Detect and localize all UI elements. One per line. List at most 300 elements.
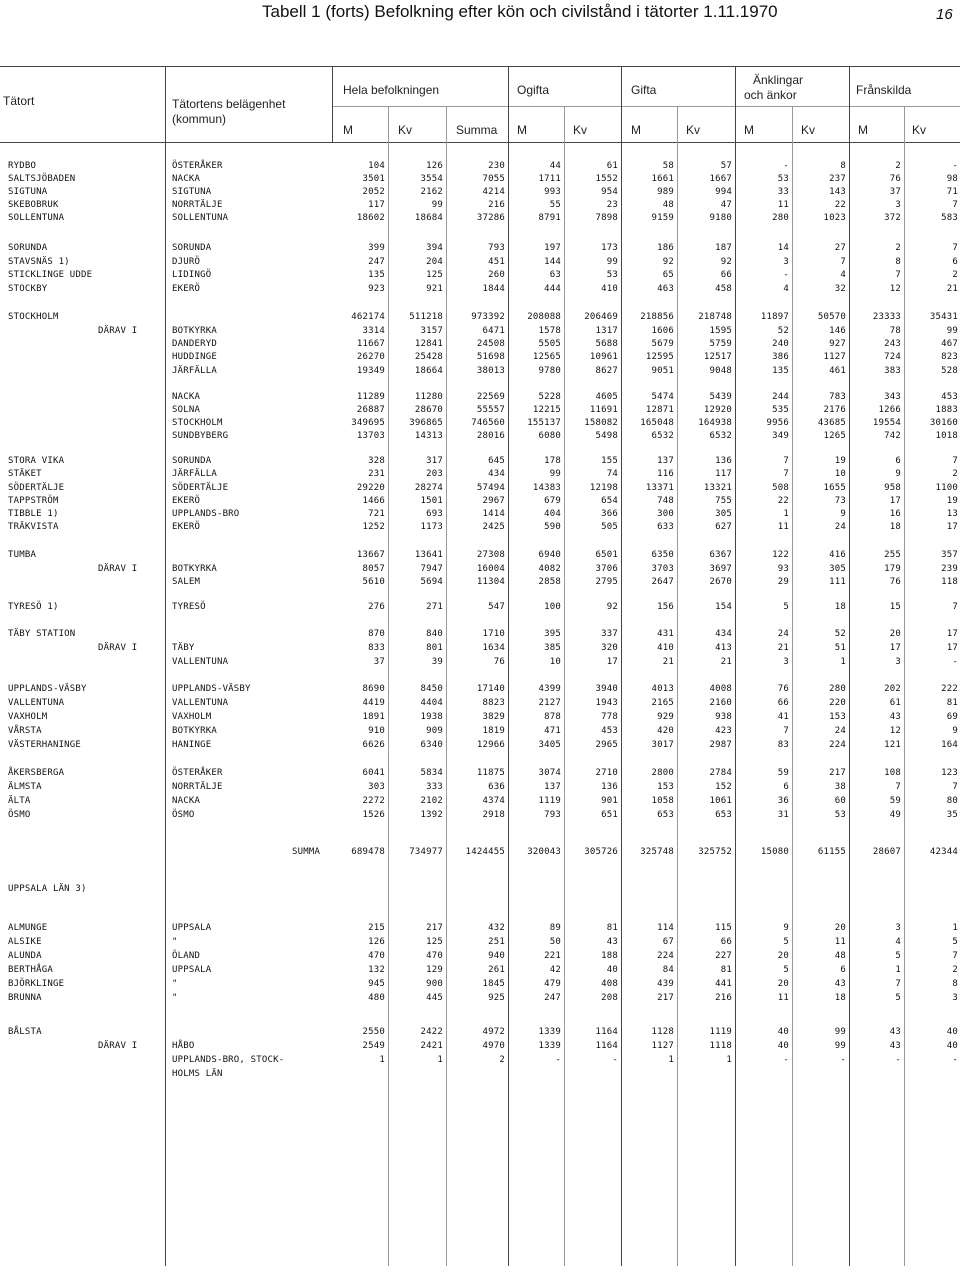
value-cell: 7	[952, 782, 958, 792]
value-cell: 1845	[482, 979, 505, 989]
table-row	[0, 964, 960, 977]
value-cell: 6350	[651, 550, 674, 560]
value-cell: 653	[657, 810, 674, 820]
town-name: ÖSMO	[8, 810, 31, 820]
value-cell: 399	[368, 243, 385, 253]
col-ogifta-header: Ogifta	[517, 83, 550, 97]
table-row	[0, 311, 960, 324]
value-cell: 129	[426, 965, 443, 975]
value-cell: 945	[368, 979, 385, 989]
value-cell: 49	[889, 810, 901, 820]
value-cell: 5	[895, 993, 901, 1003]
value-cell: 870	[368, 629, 385, 639]
value-cell: 117	[368, 200, 385, 210]
value-cell: 5834	[420, 768, 443, 778]
value-cell: 9780	[538, 366, 561, 376]
value-cell: 18	[889, 522, 901, 532]
municipality-name: HÅBO	[172, 1041, 195, 1051]
value-cell: 1943	[595, 698, 618, 708]
value-cell: 80	[946, 796, 958, 806]
municipality-name: "	[172, 993, 178, 1003]
municipality-name: SOLNA	[172, 405, 201, 415]
value-cell: 793	[544, 810, 561, 820]
value-cell: 3017	[651, 740, 674, 750]
value-cell: 1883	[935, 405, 958, 415]
value-cell: 17	[889, 643, 901, 653]
town-name: ALMUNGE	[8, 923, 48, 933]
municipality-name: VAXHOLM	[172, 712, 212, 722]
value-cell: 7	[895, 782, 901, 792]
municipality-name: LIDINGÖ	[172, 270, 212, 280]
value-cell: 60	[834, 796, 846, 806]
value-cell: 3	[895, 200, 901, 210]
value-cell: 89	[549, 923, 561, 933]
value-cell: 1339	[538, 1027, 561, 1037]
value-cell: 12920	[703, 405, 732, 415]
value-cell: 43	[889, 1041, 901, 1051]
municipality-name: "	[172, 937, 178, 947]
value-cell: 6041	[362, 768, 385, 778]
value-cell: 470	[368, 951, 385, 961]
town-name: STÄKET	[8, 469, 42, 479]
town-name: STOCKBY	[8, 284, 48, 294]
value-cell: 929	[657, 712, 674, 722]
value-cell: 923	[368, 284, 385, 294]
value-cell: 431	[657, 629, 674, 639]
municipality-name: EKERÖ	[172, 284, 201, 294]
value-cell: 458	[715, 284, 732, 294]
table-row	[0, 325, 960, 338]
value-cell: 444	[544, 284, 561, 294]
value-cell: 47	[720, 200, 732, 210]
value-cell: -	[840, 1055, 846, 1065]
value-cell: 2160	[709, 698, 732, 708]
town-name: SKEBOBRUK	[8, 200, 59, 210]
value-cell: 394	[426, 243, 443, 253]
value-cell: 989	[657, 187, 674, 197]
municipality-name: SORUNDA	[172, 456, 212, 466]
value-cell: 5505	[538, 339, 561, 349]
value-cell: -	[555, 1055, 561, 1065]
value-cell: 240	[772, 339, 789, 349]
town-name: RYDBO	[8, 161, 37, 171]
municipality-name: SÖDERTÄLJE	[172, 483, 229, 493]
value-cell: 244	[772, 392, 789, 402]
value-cell: 4008	[709, 684, 732, 694]
table-row	[0, 351, 960, 364]
value-cell: 28274	[414, 483, 443, 493]
value-cell: 20	[777, 979, 789, 989]
value-cell: 921	[426, 284, 443, 294]
value-cell: 135	[772, 366, 789, 376]
table-row	[0, 656, 960, 669]
value-cell: 547	[488, 602, 505, 612]
value-cell: 840	[426, 629, 443, 639]
value-cell: 1317	[595, 326, 618, 336]
value-cell: 158082	[584, 418, 618, 428]
table-row	[0, 950, 960, 963]
value-cell: 386	[772, 352, 789, 362]
value-cell: 28670	[414, 405, 443, 415]
value-cell: 247	[368, 257, 385, 267]
value-cell: 1118	[709, 1041, 732, 1051]
value-cell: 11	[777, 993, 789, 1003]
value-cell: 4605	[595, 392, 618, 402]
value-cell: 11667	[356, 339, 385, 349]
sub-header-m-1: M	[343, 123, 353, 137]
value-cell: 645	[488, 456, 505, 466]
value-cell: 423	[715, 726, 732, 736]
value-cell: 217	[829, 768, 846, 778]
value-cell: 224	[829, 740, 846, 750]
value-cell: 878	[544, 712, 561, 722]
value-cell: 441	[715, 979, 732, 989]
value-cell: 366	[601, 509, 618, 519]
value-cell: 410	[601, 284, 618, 294]
value-cell: 215	[368, 923, 385, 933]
value-cell: 1100	[935, 483, 958, 493]
value-cell: 24	[834, 522, 846, 532]
darav-label: DÄRAV I	[98, 1041, 138, 1051]
value-cell: 26887	[356, 405, 385, 415]
value-cell: 4214	[482, 187, 505, 197]
town-name: ALSIKE	[8, 937, 42, 947]
value-cell: 42	[549, 965, 561, 975]
value-cell: 93	[777, 564, 789, 574]
value-cell: 1655	[823, 483, 846, 493]
town-name: TRÄKVISTA	[8, 522, 59, 532]
value-cell: 395	[544, 629, 561, 639]
value-cell: 16004	[476, 564, 505, 574]
value-cell: 7	[952, 200, 958, 210]
sub-header-m-4: M	[744, 123, 754, 137]
value-cell: 204	[426, 257, 443, 267]
value-cell: 5610	[362, 577, 385, 587]
value-cell: 3706	[595, 564, 618, 574]
value-cell: 3940	[595, 684, 618, 694]
value-cell: 627	[715, 522, 732, 532]
value-cell: 61	[889, 698, 901, 708]
value-cell: 55557	[476, 405, 505, 415]
value-cell: 8450	[420, 684, 443, 694]
table-row	[0, 642, 960, 655]
value-cell: 325748	[640, 847, 674, 857]
value-cell: 222	[941, 684, 958, 694]
municipality-name: HUDDINGE	[172, 352, 217, 362]
value-cell: 155	[601, 456, 618, 466]
municipality-name: TYRESÖ	[172, 602, 206, 612]
table-row	[0, 628, 960, 641]
value-cell: 1	[840, 657, 846, 667]
table-row	[0, 767, 960, 780]
value-cell: 13	[946, 509, 958, 519]
table-row	[0, 725, 960, 738]
value-cell: 2127	[538, 698, 561, 708]
value-cell: 938	[715, 712, 732, 722]
town-name: ALUNDA	[8, 951, 42, 961]
value-cell: 4970	[482, 1041, 505, 1051]
value-cell: -	[783, 1055, 789, 1065]
value-cell: 43685	[817, 418, 846, 428]
col-hela-header: Hela befolkningen	[343, 83, 440, 97]
value-cell: 154	[715, 602, 732, 612]
value-cell: 117	[715, 469, 732, 479]
value-cell: 5	[895, 951, 901, 961]
value-cell: 17	[889, 496, 901, 506]
town-name: ÄLMSTA	[8, 782, 42, 792]
value-cell: 51	[834, 643, 846, 653]
value-cell: 1127	[651, 1041, 674, 1051]
value-cell: 2858	[538, 577, 561, 587]
value-cell: 1	[437, 1055, 443, 1065]
value-cell: 76	[889, 577, 901, 587]
value-cell: 20	[777, 951, 789, 961]
value-cell: 208	[601, 993, 618, 1003]
value-cell: 39	[431, 657, 443, 667]
value-cell: 11897	[760, 312, 789, 322]
value-cell: 7	[952, 243, 958, 253]
town-name: SIGTUNA	[8, 187, 48, 197]
table-row	[0, 269, 960, 282]
value-cell: 61155	[817, 847, 846, 857]
value-cell: 78	[889, 326, 901, 336]
table-row	[0, 683, 960, 696]
value-cell: 2	[952, 469, 958, 479]
value-cell: 8	[952, 979, 958, 989]
value-cell: 136	[601, 782, 618, 792]
value-cell: 2965	[595, 740, 618, 750]
municipality-name: DANDERYD	[172, 339, 217, 349]
town-name: VAXHOLM	[8, 712, 48, 722]
value-cell: 27	[834, 243, 846, 253]
value-cell: 2052	[362, 187, 385, 197]
value-cell: 1061	[709, 796, 732, 806]
value-cell: 8	[895, 257, 901, 267]
value-cell: 636	[488, 782, 505, 792]
value-cell: 451	[488, 257, 505, 267]
value-cell: 7	[895, 979, 901, 989]
table-row	[0, 781, 960, 794]
value-cell: 14313	[414, 431, 443, 441]
municipality-name: SUNDBYBERG	[172, 431, 229, 441]
value-cell: 7	[952, 951, 958, 961]
value-cell: 53	[834, 810, 846, 820]
table-row	[0, 482, 960, 495]
value-cell: 901	[601, 796, 618, 806]
value-cell: 239	[941, 564, 958, 574]
table-row	[0, 495, 960, 508]
table-row	[0, 404, 960, 417]
value-cell: 28016	[476, 431, 505, 441]
value-cell: 221	[544, 951, 561, 961]
value-cell: 51698	[476, 352, 505, 362]
value-cell: 408	[601, 979, 618, 989]
value-cell: 2670	[709, 577, 732, 587]
table-row	[0, 365, 960, 378]
value-cell: 17140	[476, 684, 505, 694]
value-cell: 434	[715, 629, 732, 639]
value-cell: 57494	[476, 483, 505, 493]
value-cell: 385	[544, 643, 561, 653]
value-cell: 125	[426, 937, 443, 947]
value-cell: 823	[941, 352, 958, 362]
darav-label: DÄRAV I	[98, 643, 138, 653]
value-cell: 24	[834, 726, 846, 736]
table-row	[0, 1026, 960, 1039]
value-cell: 126	[426, 161, 443, 171]
municipality-name: NACKA	[172, 174, 201, 184]
table-row	[0, 978, 960, 991]
value-cell: 55	[549, 200, 561, 210]
value-cell: 4	[895, 937, 901, 947]
value-cell: 42344	[929, 847, 958, 857]
value-cell: 7	[783, 726, 789, 736]
value-cell: 15	[889, 602, 901, 612]
value-cell: 2	[952, 965, 958, 975]
value-cell: 33	[777, 187, 789, 197]
value-cell: 755	[715, 496, 732, 506]
value-cell: 590	[544, 522, 561, 532]
sub-header-summa: Summa	[456, 123, 498, 137]
value-cell: 2421	[420, 1041, 443, 1051]
value-cell: 164938	[698, 418, 732, 428]
value-cell: 126	[368, 937, 385, 947]
value-cell: 1552	[595, 174, 618, 184]
value-cell: 18684	[414, 213, 443, 223]
value-cell: 6532	[709, 431, 732, 441]
value-cell: 202	[884, 684, 901, 694]
value-cell: 12595	[645, 352, 674, 362]
value-cell: 6532	[651, 431, 674, 441]
value-cell: 84	[662, 965, 674, 975]
sub-header-m-3: M	[631, 123, 641, 137]
value-cell: 1164	[595, 1041, 618, 1051]
value-cell: 16	[889, 509, 901, 519]
value-cell: 26270	[356, 352, 385, 362]
town-name: STOCKHOLM	[8, 312, 59, 322]
value-cell: 5	[783, 965, 789, 975]
table-row	[0, 697, 960, 710]
value-cell: 1424455	[465, 847, 505, 857]
value-cell: 4082	[538, 564, 561, 574]
table-row	[0, 521, 960, 534]
value-cell: 2710	[595, 768, 618, 778]
value-cell: 35431	[929, 312, 958, 322]
table-row	[0, 160, 960, 173]
value-cell: 12966	[476, 740, 505, 750]
value-cell: 13371	[645, 483, 674, 493]
value-cell: 67	[662, 937, 674, 947]
value-cell: 271	[426, 602, 443, 612]
value-cell: 508	[772, 483, 789, 493]
value-cell: 7	[952, 456, 958, 466]
value-cell: 6340	[420, 740, 443, 750]
value-cell: 23	[606, 200, 618, 210]
value-cell: 505	[601, 522, 618, 532]
value-cell: 197	[544, 243, 561, 253]
value-cell: 227	[715, 951, 732, 961]
value-cell: 132	[368, 965, 385, 975]
col-gifta-header: Gifta	[631, 83, 657, 97]
value-cell: 535	[772, 405, 789, 415]
value-cell: 255	[884, 550, 901, 560]
municipality-name: BOTKYRKA	[172, 726, 217, 736]
town-name: TYRESÖ 1)	[8, 602, 59, 612]
value-cell: 21	[720, 657, 732, 667]
value-cell: 32	[834, 284, 846, 294]
value-cell: 2176	[823, 405, 846, 415]
value-cell: 5688	[595, 339, 618, 349]
value-cell: 38	[834, 782, 846, 792]
town-name: SOLLENTUNA	[8, 213, 65, 223]
value-cell: 349695	[351, 418, 385, 428]
summa-label: SUMMA	[292, 847, 321, 857]
value-cell: 511218	[409, 312, 443, 322]
value-cell: 479	[544, 979, 561, 989]
value-cell: 1661	[651, 174, 674, 184]
table-row	[0, 1068, 960, 1081]
value-cell: 4013	[651, 684, 674, 694]
value-cell: 8	[840, 161, 846, 171]
table-row	[0, 256, 960, 269]
value-cell: -	[952, 1055, 958, 1065]
value-cell: 337	[601, 629, 618, 639]
value-cell: 3074	[538, 768, 561, 778]
value-cell: 6	[952, 257, 958, 267]
value-cell: 721	[368, 509, 385, 519]
value-cell: 2987	[709, 740, 732, 750]
value-cell: 6	[783, 782, 789, 792]
value-cell: 187	[715, 243, 732, 253]
value-cell: 300	[657, 509, 674, 519]
value-cell: 92	[606, 602, 618, 612]
value-cell: 25428	[414, 352, 443, 362]
value-cell: 153	[829, 712, 846, 722]
value-cell: 65	[662, 270, 674, 280]
town-name: UPPSALA LÄN 3)	[8, 884, 87, 894]
value-cell: 8627	[595, 366, 618, 376]
value-cell: 11691	[589, 405, 618, 415]
value-cell: 3697	[709, 564, 732, 574]
value-cell: 8057	[362, 564, 385, 574]
value-cell: 5	[783, 602, 789, 612]
table-row	[0, 601, 960, 614]
value-cell: 7	[952, 602, 958, 612]
value-cell: -	[895, 1055, 901, 1065]
value-cell: 2800	[651, 768, 674, 778]
value-cell: 27308	[476, 550, 505, 560]
value-cell: 1173	[420, 522, 443, 532]
town-name: BÅLSTA	[8, 1027, 42, 1037]
municipality-name: HANINGE	[172, 740, 212, 750]
value-cell: 18	[834, 602, 846, 612]
municipality-name: BOTKYRKA	[172, 326, 217, 336]
value-cell: 372	[884, 213, 901, 223]
town-name: TUMBA	[8, 550, 37, 560]
value-cell: 12198	[589, 483, 618, 493]
value-cell: 396865	[409, 418, 443, 428]
value-cell: 2	[895, 243, 901, 253]
value-cell: 22	[834, 200, 846, 210]
town-name: TAPPSTRÖM	[8, 496, 59, 506]
value-cell: 325752	[698, 847, 732, 857]
value-cell: 3314	[362, 326, 385, 336]
value-cell: 4399	[538, 684, 561, 694]
sub-header-m-5: M	[858, 123, 868, 137]
value-cell: 135	[368, 270, 385, 280]
table-row	[0, 212, 960, 225]
town-name: STICKLINGE UDDE	[8, 270, 93, 280]
